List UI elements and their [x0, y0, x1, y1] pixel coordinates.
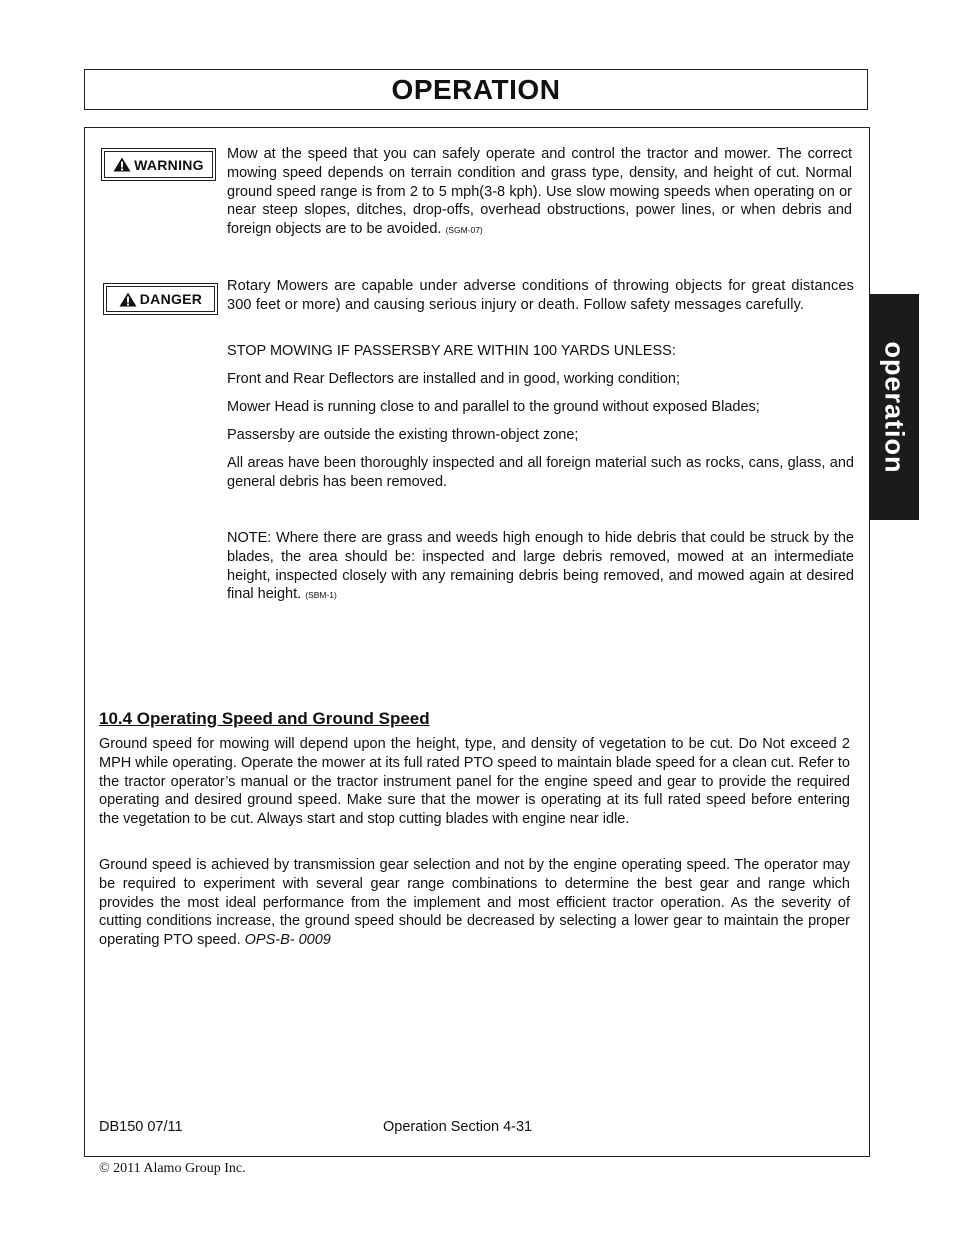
page-header — [84, 69, 868, 110]
section-heading: 10.4 Operating Speed and Ground Speed — [99, 709, 430, 728]
warning-badge-label: WARNING — [134, 156, 204, 173]
danger-badge — [103, 283, 218, 315]
note-text: NOTE: Where there are grass and weeds high enough to hide debris that could be struck by the blades, the area should be: inspected and large debris removed, mowed at an intermediate height, inspected closely with any remaining debris being removed, and mowed again at desired final height. (SBM-1) — [227, 530, 854, 603]
footer-page-number: Operation Section 4-31 — [383, 1119, 533, 1135]
danger-badge-label: DANGER — [139, 291, 203, 307]
section-paragraph-1: Ground speed for mowing will depend upon the height, type, and density of vegetation to be cut. Do Not exceed 2 MPH while operating. Operate the mower at its full rated PTO speed to maintain blade speed for a clean cut. Refer to the tractor operator’s manual or the tractor instrument panel for the engine speed and gear to provide the required operating and desired ground speed. Make sure that the mower is operating at its full rated speed before entering the vegetation to be cut. Always start and stop cutting blades with engine near idle. — [99, 736, 850, 828]
section-side-tab — [869, 294, 919, 520]
section-paragraph-2: Ground speed is achieved by transmission gear selection and not by the engine operating speed. The operator may be required to experiment with several gear range combinations to determine the best gear and range which provides the most ideal performance from the implement and most efficient tractor operation. As the severity of cutting conditions increase, the ground speed should be decreased by selecting a lower gear to maintain the proper operating PTO speed. OPS-B- 0009 — [99, 857, 850, 949]
side-tab-label: operation — [879, 340, 910, 474]
warning-triangle-icon — [113, 157, 131, 172]
danger-triangle-icon — [119, 292, 137, 307]
note-code: (SBM-1) — [305, 590, 337, 601]
danger-condition-1: Front and Rear Deflectors are installed and in good, working condition; — [227, 371, 680, 387]
danger-intro-text: Rotary Mowers are capable under adverse conditions of throwing objects for great distances 300 feet or more) and causing serious injury or death. Follow safety messages carefully. — [227, 278, 854, 313]
footer-doc-id: DB150 07/11 — [99, 1119, 183, 1135]
section-paragraph-2-code: OPS-B- 0009 — [244, 932, 331, 949]
warning-code: (SGM-07) — [445, 225, 483, 236]
page-title: OPERATION — [391, 73, 561, 105]
danger-condition-4: All areas have been thoroughly inspected and all foreign material such as rocks, cans, glass, and general debris has been removed. — [227, 455, 854, 490]
copyright-notice: © 2011 Alamo Group Inc. — [99, 1161, 246, 1176]
warning-badge — [101, 148, 216, 181]
danger-condition-3: Passersby are outside the existing thrown-object zone; — [227, 427, 579, 443]
danger-stop-text: STOP MOWING IF PASSERSBY ARE WITHIN 100 YARDS UNLESS: — [227, 343, 676, 359]
warning-text: Mow at the speed that you can safely operate and control the tractor and mower. The correct mowing speed depends on terrain condition and grass type, density, and height of cut. Normal ground speed range is from 2 to 5 mph(3-8 kph). Use slow mowing speeds when operating on or near steep slopes, ditches, drop-offs, overhead obstructions, power lines, or when debris and foreign objects are to be avoided. (SGM-07) — [227, 146, 852, 238]
danger-condition-2: Mower Head is running close to and parallel to the ground without exposed Blades; — [227, 399, 760, 415]
